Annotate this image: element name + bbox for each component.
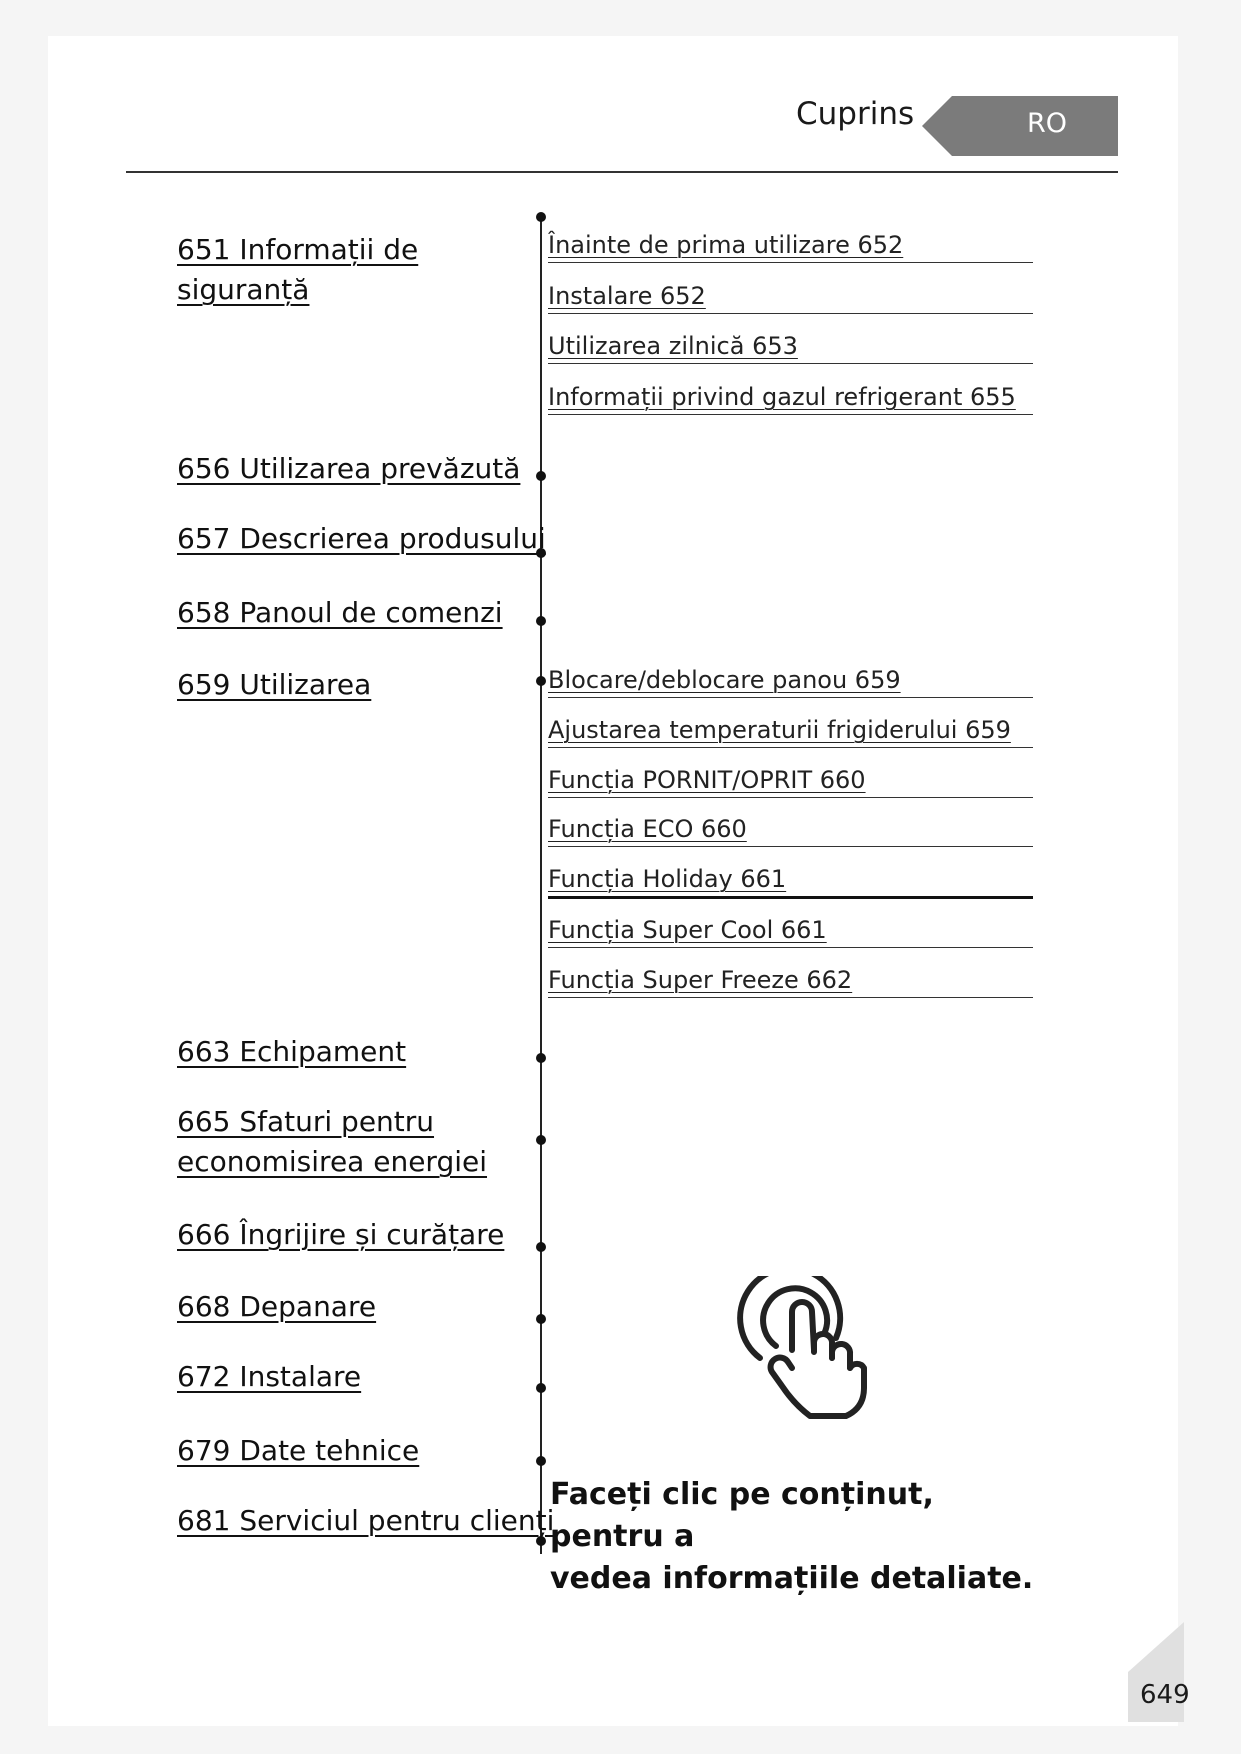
timeline-dot [536, 212, 546, 222]
chapter-label-line2: siguranță [177, 273, 310, 306]
chapter-link-658[interactable]: 658 Panoul de comenzi [177, 596, 503, 629]
chapter-link-651[interactable] [177, 230, 418, 310]
timeline-dot [536, 1383, 546, 1393]
subsection-link[interactable]: Informații privind gazul refrigerant 655 [548, 380, 1033, 415]
tap-hand-icon [736, 1276, 876, 1426]
page-number: 649 [1140, 1680, 1190, 1710]
timeline-dot [536, 1314, 546, 1324]
language-label: RO [1026, 108, 1067, 139]
timeline-dot [536, 471, 546, 481]
timeline-dot [536, 676, 546, 686]
subsection-link[interactable]: Utilizarea zilnică 653 [548, 329, 1033, 364]
page-title: Cuprins [796, 96, 915, 132]
chapter-link-668[interactable]: 668 Depanare [177, 1290, 377, 1323]
chapter-link-656[interactable]: 656 Utilizarea prevăzută [177, 452, 521, 485]
instruction-note [550, 1474, 1050, 1600]
chapter-link-679[interactable]: 679 Date tehnice [177, 1434, 420, 1467]
timeline-dot [536, 1456, 546, 1466]
subsection-link[interactable]: Funcția Holiday 661 [548, 862, 1033, 899]
chapter-link-659[interactable]: 659 Utilizarea [177, 668, 372, 701]
note-line-1: Faceți clic pe conținut, pentru a [550, 1477, 934, 1554]
subsection-link[interactable]: Funcția Super Cool 661 [548, 913, 1033, 948]
timeline-dot [536, 1242, 546, 1252]
subsection-link[interactable]: Funcția ECO 660 [548, 812, 1033, 847]
subsection-link[interactable]: Funcția Super Freeze 662 [548, 963, 1033, 998]
subsection-link[interactable]: Ajustarea temperaturii frigiderului 659 [548, 713, 1033, 748]
chapter-label: 665 Sfaturi pentru [177, 1105, 435, 1138]
chapter-link-672[interactable]: 672 Instalare [177, 1360, 362, 1393]
header-divider [126, 171, 1118, 173]
subsection-link[interactable]: Instalare 652 [548, 279, 1033, 314]
note-line-2: vedea informațiile detaliate. [550, 1561, 1034, 1596]
subsection-link[interactable]: Blocare/deblocare panou 659 [548, 663, 1033, 698]
chapter-link-681[interactable]: 681 Serviciul pentru clienți [177, 1504, 555, 1537]
timeline-line [540, 218, 542, 1554]
language-tag [922, 96, 1118, 156]
chapter-link-657[interactable]: 657 Descrierea produsului [177, 522, 546, 555]
chapter-link-665[interactable] [177, 1102, 487, 1182]
subsection-link[interactable]: Înainte de prima utilizare 652 [548, 228, 1033, 263]
timeline-dot [536, 1135, 546, 1145]
chapter-label: 651 Informații de [177, 233, 419, 266]
chapter-link-666[interactable]: 666 Îngrijire și curățare [177, 1218, 505, 1251]
chapter-link-663[interactable]: 663 Echipament [177, 1035, 407, 1068]
timeline-dot [536, 1053, 546, 1063]
chapter-label-line2: economisirea energiei [177, 1145, 488, 1178]
subsection-link[interactable]: Funcția PORNIT/OPRIT 660 [548, 763, 1033, 798]
timeline-dot [536, 616, 546, 626]
